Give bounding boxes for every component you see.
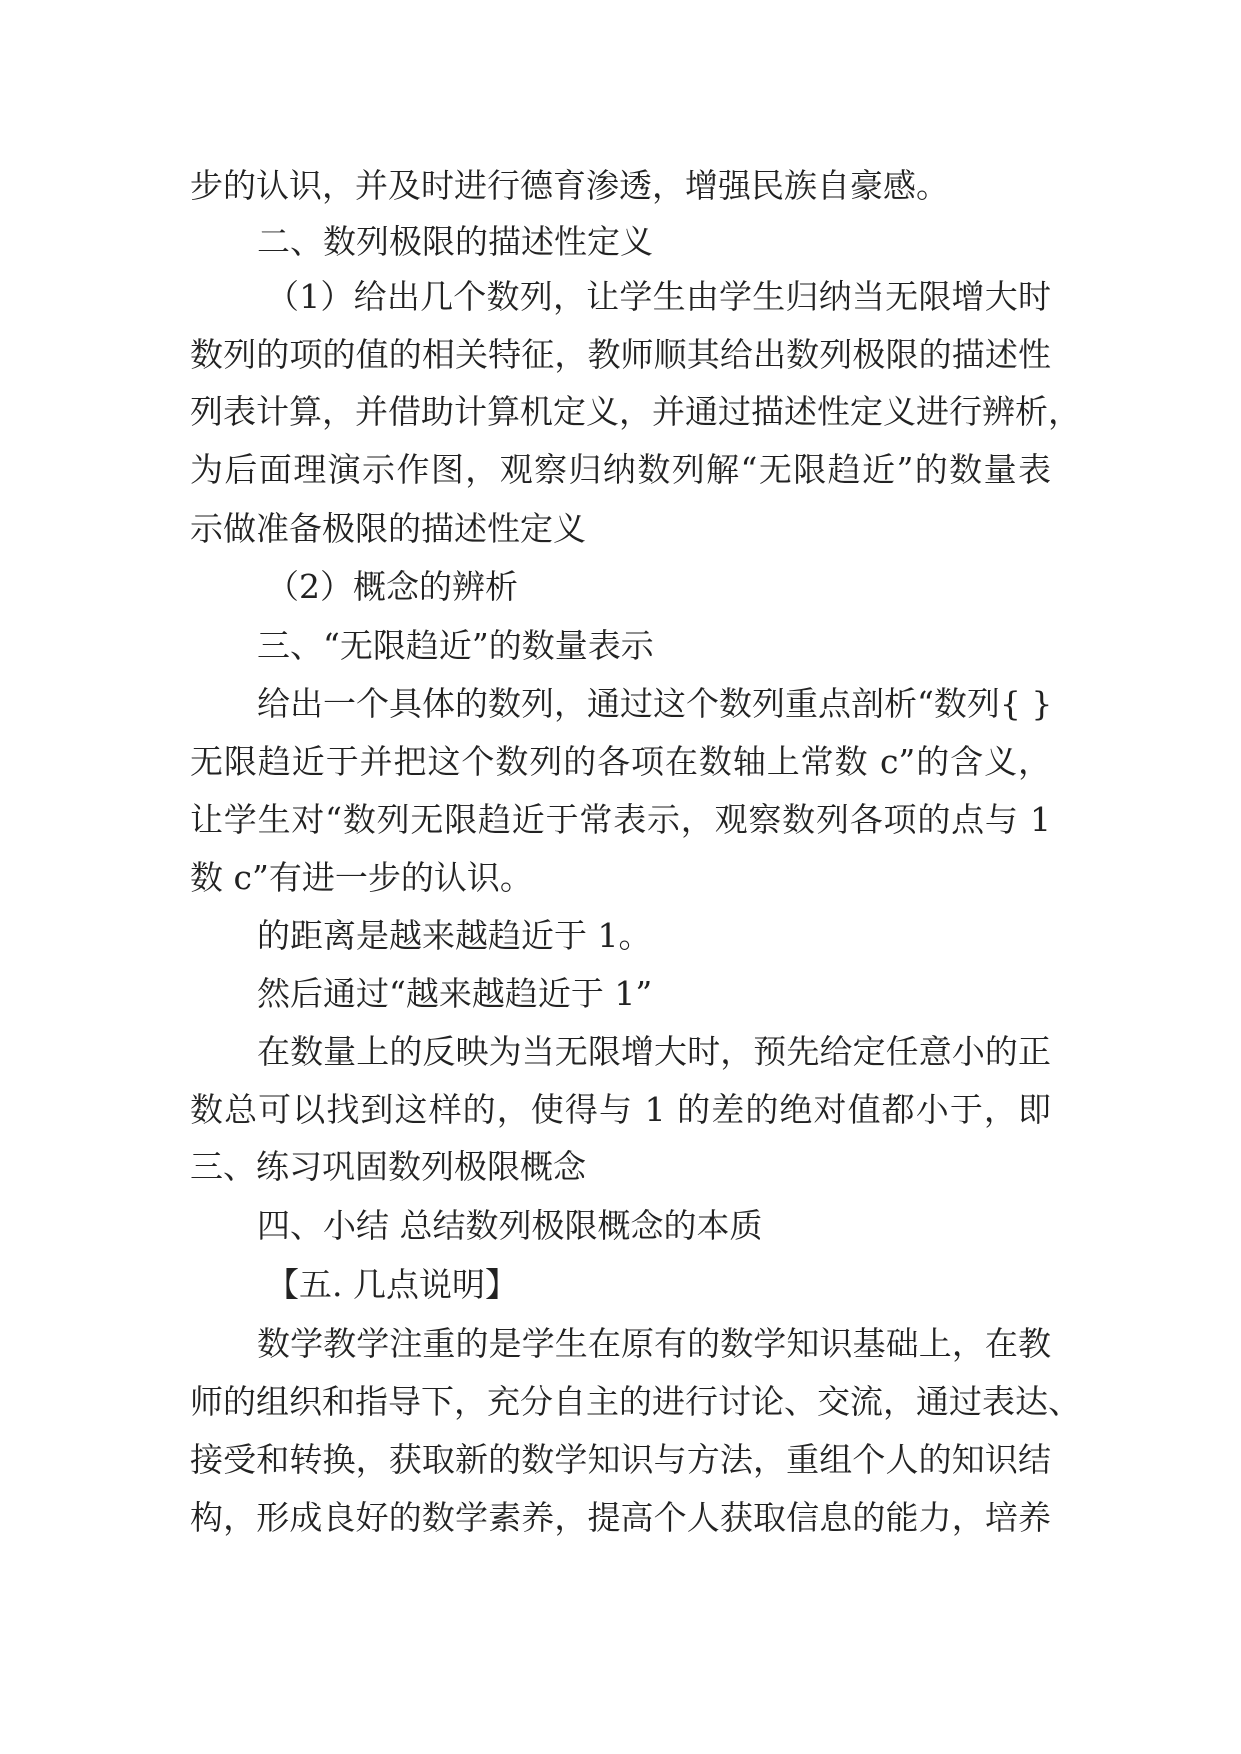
- paragraph-line: 数列的项的值的相关特征，教师顺其给出数列极限的描述性: [190, 335, 1051, 374]
- paragraph-line: 师的组织和指导下，充分自主的进行讨论、交流，通过表达、: [190, 1382, 1081, 1421]
- paragraph-line: 接受和转换，获取新的数学知识与方法，重组个人的知识结: [190, 1440, 1051, 1479]
- paragraph-line: 为后面理演示作图，观察归纳数列解“无限趋近”的数量表: [190, 450, 1051, 489]
- paragraph-line: 数总可以找到这样的，使得与 1 的差的绝对值都小于，即: [190, 1090, 1051, 1129]
- paragraph-line: 在数量上的反映为当无限增大时，预先给定任意小的正: [257, 1032, 1051, 1071]
- paragraph-line: 的距离是越来越趋近于 1。: [257, 916, 652, 955]
- paragraph-line: 无限趋近于并把这个数列的各项在数轴上常数 c”的含义，: [190, 742, 1051, 781]
- section-heading: 三、“无限趋近”的数量表示: [257, 626, 654, 665]
- paragraph-line: 构，形成良好的数学素养，提高个人获取信息的能力，培养: [190, 1498, 1051, 1537]
- paragraph-line: 然后通过“越来越趋近于 1”: [257, 974, 653, 1013]
- paragraph-line: 步的认识，并及时进行德育渗透，增强民族自豪感。: [190, 166, 949, 205]
- paragraph-line: 数 c”有进一步的认识。: [190, 858, 533, 897]
- paragraph-line: （1）给出几个数列，让学生由学生归纳当无限增大时: [266, 277, 1051, 316]
- section-heading: 四、小结 总结数列极限概念的本质: [257, 1206, 763, 1245]
- section-heading: 【五. 几点说明】: [266, 1265, 518, 1304]
- subsection-heading: （2）概念的辨析: [266, 567, 518, 606]
- section-heading: 二、数列极限的描述性定义: [257, 222, 653, 261]
- paragraph-line: 列表计算，并借助计算机定义，并通过描述性定义进行辨析，: [190, 392, 1081, 431]
- paragraph-line: 示做准备极限的描述性定义: [190, 509, 586, 548]
- paragraph-line: 让学生对“数列无限趋近于常表示，观察数列各项的点与 1: [190, 800, 1051, 839]
- section-heading: 三、练习巩固数列极限概念: [190, 1147, 586, 1186]
- paragraph-line: 数学教学注重的是学生在原有的数学知识基础上，在教: [257, 1324, 1051, 1363]
- paragraph-line: 给出一个具体的数列，通过这个数列重点剖析“数列{ }: [257, 684, 1053, 723]
